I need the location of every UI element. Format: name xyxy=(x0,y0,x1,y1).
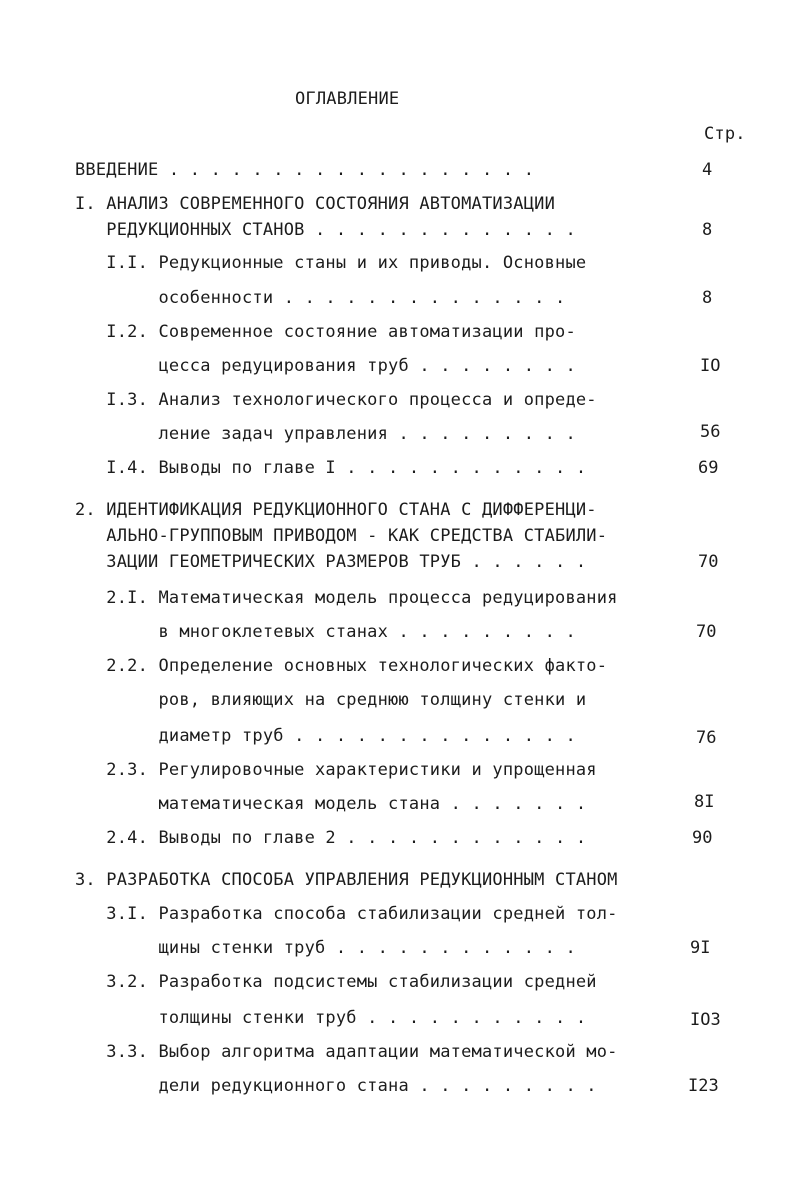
toc-entry-page: 69 xyxy=(698,458,719,478)
toc-entry-text: 2.2. Определение основных технологических факто- xyxy=(75,656,608,676)
toc-entry-page: 4 xyxy=(702,160,713,180)
toc-entry-page: 8 xyxy=(702,220,713,240)
toc-entry-page: 56 xyxy=(700,422,721,442)
toc-entry-text: цесса редуцирования труб . . . . . . . . xyxy=(75,356,576,376)
toc-entry-text: особенности . . . . . . . . . . . . . . xyxy=(75,288,566,308)
toc-entry-text: 3.2. Разработка подсистемы стабилизации средней xyxy=(75,972,597,992)
toc-entry-page: 9I xyxy=(690,938,711,958)
toc-entry-page: IO xyxy=(700,356,721,376)
toc-entry-text: I.2. Современное состояние автоматизации про- xyxy=(75,322,576,342)
toc-entry-text: диаметр труб . . . . . . . . . . . . . . xyxy=(75,726,576,746)
toc-entry-text: 3.3. Выбор алгоритма адаптации математической мо- xyxy=(75,1042,618,1062)
toc-entry-text: толщины стенки труб . . . . . . . . . . . xyxy=(75,1008,587,1028)
toc-entry-page: I23 xyxy=(688,1076,719,1096)
toc-entry-page: 70 xyxy=(698,552,719,572)
page-column-header: Стр. xyxy=(704,124,746,144)
toc-entry-page: 76 xyxy=(696,728,717,748)
toc-entry-text: в многоклетевых станах . . . . . . . . . xyxy=(75,622,576,642)
toc-entry-text: 3.I. Разработка способа стабилизации средней тол- xyxy=(75,904,618,924)
toc-entry-page: IO3 xyxy=(690,1010,721,1030)
toc-entry-page: 90 xyxy=(692,828,713,848)
toc-entry-text: математическая модель стана . . . . . . . xyxy=(75,794,587,814)
toc-entry-text: дели редукционного стана . . . . . . . . . xyxy=(75,1076,597,1096)
toc-entry-text: ЗАЦИИ ГЕОМЕТРИЧЕСКИХ РАЗМЕРОВ ТРУБ . . . . . . xyxy=(75,552,587,572)
toc-entry-text: I.4. Выводы по главе I . . . . . . . . . . . . xyxy=(75,458,587,478)
toc-entry-text: I.3. Анализ технологического процесса и опреде- xyxy=(75,390,597,410)
toc-entry-text: 2.I. Математическая модель процесса редуцирования xyxy=(75,588,618,608)
toc-entry-page: 8 xyxy=(702,288,713,308)
toc-entry-text: 2. ИДЕНТИФИКАЦИЯ РЕДУКЦИОННОГО СТАНА С ДИФФЕРЕНЦИ- xyxy=(75,500,597,520)
toc-entry-text: 2.3. Регулировочные характеристики и упрощенная xyxy=(75,760,597,780)
page-title: ОГЛАВЛЕНИЕ xyxy=(295,89,400,109)
toc-entry-text: 2.4. Выводы по главе 2 . . . . . . . . . . . . xyxy=(75,828,587,848)
toc-entry-text: 3. РАЗРАБОТКА СПОСОБА УПРАВЛЕНИЯ РЕДУКЦИОННЫМ СТАНОМ xyxy=(75,870,618,890)
toc-entry-text: ление задач управления . . . . . . . . . xyxy=(75,424,576,444)
toc-entry-text: I.I. Редукционные станы и их приводы. Основные xyxy=(75,253,587,273)
toc-entry-text: I. АНАЛИЗ СОВРЕМЕННОГО СОСТОЯНИЯ АВТОМАТИЗАЦИИ xyxy=(75,194,556,214)
toc-entry-text: ВВЕДЕНИЕ . . . . . . . . . . . . . . . . . . xyxy=(75,160,535,180)
toc-entry-text: РЕДУКЦИОННЫХ СТАНОВ . . . . . . . . . . . . . xyxy=(75,220,576,240)
toc-entry-text: ров, влияющих на среднюю толщину стенки и xyxy=(75,690,587,710)
toc-entry-text: АЛЬНО-ГРУППОВЫМ ПРИВОДОМ - КАК СРЕДСТВА СТАБИЛИ- xyxy=(75,526,608,546)
toc-entry-text: щины стенки труб . . . . . . . . . . . . xyxy=(75,938,576,958)
toc-entry-page: 70 xyxy=(696,622,717,642)
toc-entry-page: 8I xyxy=(694,792,715,812)
